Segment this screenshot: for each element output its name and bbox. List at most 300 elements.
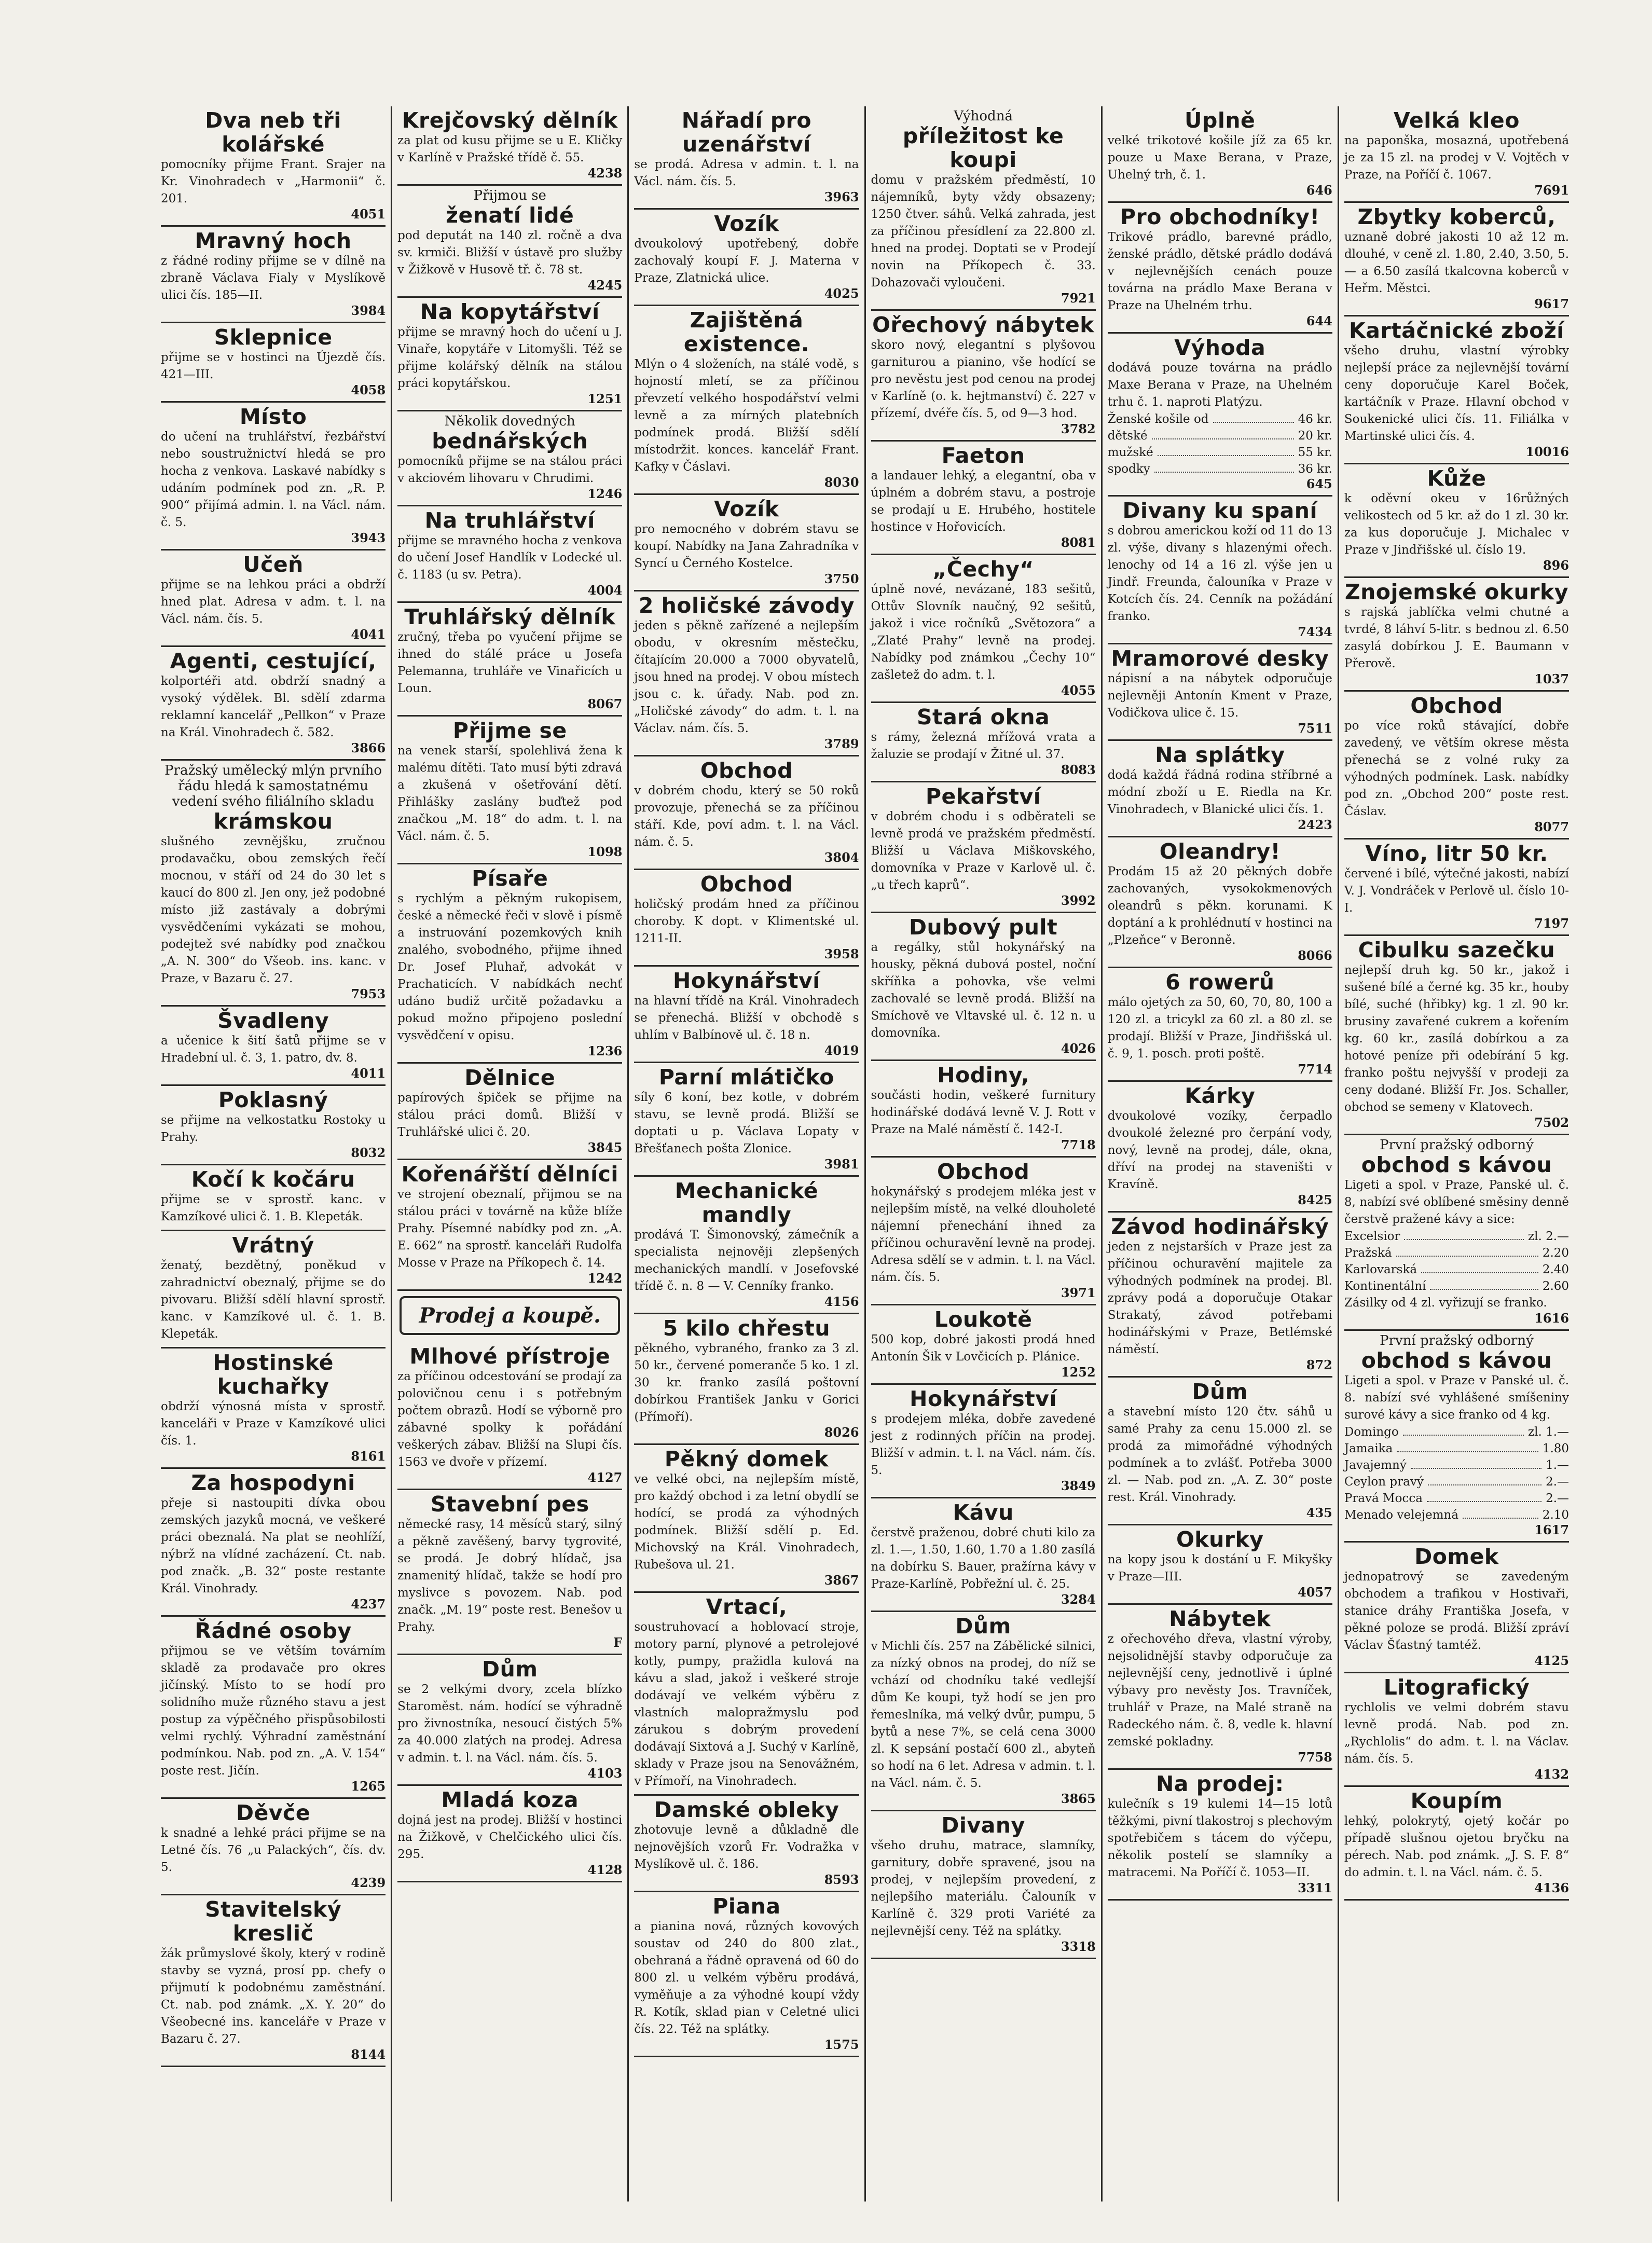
ad-number: 7434 bbox=[1298, 624, 1332, 639]
ad-text: červené i bílé, výtečné jakosti, nabízí V. J. Vondráček v Perlově ul. číslo 10-I. bbox=[1344, 867, 1570, 915]
classified-ad bbox=[634, 1796, 859, 1892]
ad-number: 4055 bbox=[1061, 683, 1096, 698]
ad-heading: Děvče bbox=[236, 1800, 311, 1825]
classified-ad bbox=[161, 1165, 386, 1231]
classified-ad bbox=[1344, 1673, 1569, 1787]
ad-heading: Na splátky bbox=[1155, 742, 1285, 767]
ad-number: 8067 bbox=[587, 696, 623, 711]
ad-text: hokynářský s prodejem mléka jest v nejlepším místě, na velké dlouholeté nájemní přenechání ihned za příčinou ochuravění levně na prodej. Adresa sdělí se v admin. t. l. na Václ. nám. čís. 5. bbox=[871, 1185, 1096, 1284]
ad-number: 3971 bbox=[1061, 1285, 1096, 1300]
ad-heading: Krejčovský dělník bbox=[402, 108, 618, 133]
ad-number: 2423 bbox=[1298, 817, 1332, 832]
classified-ad bbox=[161, 106, 386, 227]
classified-ad bbox=[397, 298, 622, 411]
ad-heading: bednářských bbox=[432, 429, 588, 453]
ad-heading: Stará okna bbox=[916, 705, 1050, 730]
ad-heading: Obchod bbox=[700, 872, 793, 897]
ad-heading: Pekařství bbox=[925, 784, 1041, 809]
classified-ad bbox=[1344, 1787, 1569, 1901]
ad-number: 7953 bbox=[351, 986, 386, 1001]
ad-heading: 2 holičské závody bbox=[638, 593, 855, 618]
ad-text: Ligeti a spol. v Praze v Panské ul. č. 8. nabízí své vyhlášené smíšeniny surové kávy a sice franko od 4 kg. bbox=[1344, 1374, 1570, 1422]
ad-text: papírových špiček se přijme na stálou práci domů. Bližší v Truhlářské ulici č. 20. bbox=[397, 1091, 623, 1139]
ad-heading: Hodiny, bbox=[937, 1063, 1029, 1088]
column-6 bbox=[1338, 106, 1574, 2201]
ad-text: nejlepší druh kg. 50 kr., jakož i sušené bílé a černé kg. 35 kr., houby bílé, suché (hřibky) kg. 1 zl. 90 kr. brusiny zavařené cukrem a kořením kg. 60 kr., zasílá dobírkou a za hotové peníze při odebírání 5 kg. franko poštu nejvyšší v prodeji za ceny dodané. Bližší Fr. Jos. Schaller, obchod se semeny v Klatovech. bbox=[1344, 964, 1570, 1114]
ad-number: 4041 bbox=[351, 627, 386, 642]
ad-heading: Vozík bbox=[714, 211, 779, 236]
ad-number: 8161 bbox=[351, 1449, 386, 1464]
ad-text: Ligeti a spol. v Praze, Panské ul. č. 8, nabízí své oblíbené směsiny denně čerstvě pražené kávy a sice: bbox=[1344, 1178, 1570, 1226]
ad-text: ve strojení obeznalí, přijmou se na stálou práci v továrně na kůže blíže Prahy. Písemné nabídky pod zn. „A. E. 662“ na sprostř. kanceláři Rudolfa Mosse v Praze na Příkopech č. 14. bbox=[397, 1188, 623, 1270]
classified-ad bbox=[161, 551, 386, 647]
price-item: Ceylon pravý bbox=[1344, 1475, 1424, 1489]
ad-text: s rámy, železná mřížová vrata a žaluzie se prodají v Žitné ul. 37. bbox=[871, 731, 1096, 761]
classified-ad bbox=[161, 647, 386, 761]
ad-heading: Hokynářství bbox=[673, 968, 820, 993]
classified-ad bbox=[634, 1314, 859, 1445]
ad-text: dvoukolové vozíky, čerpadlo dvoukolé železné pro čerpání vody, nový, levně na prodej, dále, okna, dříví na prodej na staveništi v Kravíně. bbox=[1107, 1109, 1332, 1191]
ad-columns bbox=[156, 106, 1574, 2201]
ad-heading: Pěkný domek bbox=[664, 1447, 829, 1471]
ad-number: 1037 bbox=[1534, 671, 1570, 686]
ad-text: s rajská jablíčka velmi chutné a tvrdé, 8 láhví 5-litr. s bednou zl. 6.50 zasylá dobírkou J. E. Baumann v Přerově. bbox=[1344, 606, 1570, 670]
ad-number: 4128 bbox=[587, 1862, 623, 1877]
classified-ad bbox=[1108, 1770, 1332, 1901]
classified-ad bbox=[634, 1063, 859, 1177]
ad-heading: Znojemské okurky bbox=[1344, 580, 1569, 604]
ad-heading: Okurky bbox=[1176, 1527, 1264, 1552]
classified-ad bbox=[871, 1158, 1096, 1305]
classified-ad bbox=[1108, 741, 1332, 837]
ad-text: a učenice k šití šatů přijme se v Hradební ul. č. 3, 1. patro, dv. 8. bbox=[161, 1034, 386, 1065]
ad-number: 1616 bbox=[1534, 1311, 1570, 1326]
ad-number: 3867 bbox=[824, 1573, 859, 1588]
classified-ad bbox=[161, 227, 386, 323]
ad-text: prodává T. Šimonovský, zámečník a specialista nejnověji zlepšených mechanických mandlí. v Josefovské třídě č. n. 8 — V. Cenníky franko. bbox=[634, 1228, 859, 1293]
classified-ad bbox=[1344, 936, 1569, 1135]
price-row bbox=[1108, 428, 1332, 444]
ad-text: rychlolis ve velmi dobrém stavu levně prodá. Nab. pod zn. „Rychlolis“ do adm. t. l. na Václav. nám. čís. 5. bbox=[1344, 1701, 1570, 1766]
ad-preheading: První pražský odborný bbox=[1380, 1137, 1534, 1153]
price-item: Ženské košile od bbox=[1107, 412, 1209, 426]
column-3 bbox=[627, 106, 864, 2201]
ad-text: 500 kop, dobré jakosti prodá hned Antonín Šik v Lovčicích p. Plánice. bbox=[871, 1333, 1096, 1364]
classified-ad bbox=[1344, 840, 1569, 936]
ad-number: 872 bbox=[1306, 1357, 1332, 1372]
ad-number: 4125 bbox=[1534, 1653, 1570, 1668]
ad-heading: Za hospodyni bbox=[191, 1470, 355, 1495]
ad-heading: Pro obchodníky! bbox=[1120, 204, 1320, 229]
ad-heading: Dům bbox=[482, 1657, 538, 1682]
ad-number: 1246 bbox=[587, 486, 623, 501]
ad-number: 7921 bbox=[1061, 291, 1096, 306]
ad-heading: Zbytky koberců, bbox=[1357, 204, 1556, 229]
price-value: 46 kr. bbox=[1298, 412, 1332, 426]
ad-heading: Kartáčnické zboží bbox=[1349, 318, 1564, 343]
ad-text: na kopy jsou k dostání u F. Mikyšky v Praze—III. bbox=[1107, 1553, 1332, 1584]
ad-number: 8425 bbox=[1298, 1192, 1332, 1207]
classified-ad bbox=[871, 1061, 1096, 1158]
price-leader-dots bbox=[1403, 1424, 1524, 1436]
ad-heading: Truhlářský dělník bbox=[404, 604, 616, 629]
classified-ad bbox=[161, 323, 386, 403]
ad-text: se prodá. Adresa v admin. t. l. na Václ. nám. čís. 5. bbox=[634, 158, 859, 188]
ad-number: 3958 bbox=[824, 946, 859, 961]
classified-ad bbox=[1108, 497, 1332, 644]
ad-heading: Švadleny bbox=[217, 1008, 329, 1033]
ad-number: 8144 bbox=[351, 2047, 386, 2062]
ad-heading: krámskou bbox=[213, 809, 333, 834]
price-leader-dots bbox=[1430, 1278, 1538, 1290]
classified-ad bbox=[634, 1445, 859, 1593]
ad-number: 3311 bbox=[1298, 1880, 1332, 1895]
ad-text: z řádné rodiny přijme se v dílně na zbraně Václava Fialy v Myslíkově ulici čís. 185—II. bbox=[161, 254, 386, 302]
price-value: 55 kr. bbox=[1298, 446, 1332, 459]
ad-heading: Kůže bbox=[1427, 466, 1486, 491]
ad-number: 7197 bbox=[1534, 916, 1570, 931]
ad-text: přijme se na lehkou práci a obdrží hned plat. Adresa v adm. t. l. na Václ. nám. čís. 5. bbox=[161, 578, 386, 626]
price-item: Karlovarská bbox=[1344, 1263, 1417, 1276]
price-list bbox=[1108, 411, 1332, 477]
ad-text: čerstvě praženou, dobré chuti kilo za zl. 1.—, 1.50, 1.60, 1.70 a 1.80 zasílá na dobírku S. Bauer, pražírna kávy v Praze-Karlíně, Pobřežní ul. č. 25. bbox=[871, 1526, 1096, 1591]
ad-text: s prodejem mléka, dobře zavedené jest z rodinných příčin na prodej. Bližší v admin. t. l. na Václ. nám. čís. 5. bbox=[871, 1412, 1096, 1477]
ad-text: obdrží výnosná místa v sprostř. kanceláři v Praze v Kamzíkové ulici čís. 1. bbox=[161, 1400, 386, 1448]
ad-text: nápisní a na nábytek odporučuje nejlevněji Antonín Kment v Praze, Vodičkova ulice č. 15. bbox=[1107, 672, 1332, 720]
classified-ad bbox=[634, 210, 859, 306]
ad-heading: obchod s kávou bbox=[1361, 1152, 1552, 1177]
ad-number: 8083 bbox=[1061, 762, 1096, 777]
price-leader-dots bbox=[1428, 1474, 1541, 1485]
ad-number: 3943 bbox=[351, 530, 386, 545]
price-value: 2.— bbox=[1546, 1492, 1570, 1505]
ad-number: 7758 bbox=[1298, 1750, 1332, 1765]
classified-ad bbox=[161, 1799, 386, 1895]
ad-text: všeho druhu, matrace, slamníky, garnitury, dobře spravené, jsou na prodej, v nejlepším provedení, z nejlepšího materiálu. Čalouník v Karlíně č. 329 proti Variété za nejlevnější ceny. Též na splátky. bbox=[871, 1839, 1096, 1938]
ad-text: dodá každá řádná rodina stříbrné a módní zboží u E. Riedla na Kr. Vinohradech, v Blanické ulici čís. 1. bbox=[1107, 768, 1332, 816]
ad-number: 4127 bbox=[587, 1470, 623, 1485]
ad-heading: Učeň bbox=[243, 552, 304, 577]
ad-heading: Víno, litr 50 kr. bbox=[1365, 841, 1548, 866]
classified-ad bbox=[397, 186, 622, 298]
classified-ad bbox=[397, 717, 622, 864]
classified-ad bbox=[1108, 1213, 1332, 1378]
ad-heading: Oleandry! bbox=[1159, 839, 1281, 864]
ad-heading: Na prodej: bbox=[1155, 1771, 1284, 1796]
price-leader-dots bbox=[1411, 1457, 1541, 1469]
column-2 bbox=[391, 106, 627, 2201]
ad-heading: Místo bbox=[239, 404, 307, 429]
ad-heading: Obchod bbox=[1410, 693, 1503, 718]
ad-number: 7718 bbox=[1061, 1137, 1096, 1152]
ad-number: 4239 bbox=[351, 1875, 386, 1890]
ad-heading: příležitost ke koupi bbox=[902, 123, 1064, 172]
ad-heading: Dům bbox=[1192, 1379, 1248, 1404]
ad-text: v Michli čís. 257 na Zábělické silnici, za nízký obnos na prodej, do níž se vchází od chodníku také vedlejší dům Ke koupi, tyž hodí se jen pro řemeslníka, má velký dvůr, pumpu, 5 bytů a nese 7%, se celá cena 3000 zl. K sepsání postačí 600 zl., abyteň so hodí na 6 let. Adresa v admin. t. l. na Václ. nám. č. 5. bbox=[871, 1640, 1096, 1790]
price-leader-dots bbox=[1421, 1261, 1538, 1273]
ad-text: přijme se v sprostř. kanc. v Kamzíkové ulici č. 1. B. Klepeták. bbox=[161, 1193, 386, 1223]
ad-heading: Zajištěná existence. bbox=[683, 308, 809, 356]
price-leader-dots bbox=[1404, 1228, 1524, 1240]
ad-preheading: Výhodná bbox=[954, 108, 1013, 124]
ad-number: 646 bbox=[1306, 183, 1332, 198]
ad-heading: Koupím bbox=[1410, 1788, 1503, 1813]
price-leader-dots bbox=[1463, 1507, 1538, 1519]
ad-text: jednopatrový se zavedeným obchodem a trafikou v Hostivaři, stanice dráhy Františka Josefa, v pěkné poloze se prodá. Bližší zpráví Václav Šťastný tamtéž. bbox=[1344, 1570, 1570, 1652]
ad-preheading: Přijmou se bbox=[473, 188, 546, 203]
classified-ad bbox=[1344, 1135, 1569, 1331]
ad-heading: Litografický bbox=[1383, 1675, 1530, 1700]
ad-text: na venek starší, spolehlivá žena k malému dítěti. Tato musí býti zdravá a zkušená v ošetřování dětí. Přihlášky zaslány buďtež pod značkou „M. 18“ do adm. t. l. na Václ. nám. č. 5. bbox=[397, 744, 623, 843]
classified-ad bbox=[397, 506, 622, 603]
ad-text: přijme se v hostinci na Újezdě čís. 421—III. bbox=[161, 351, 386, 381]
price-value: zl. 1.— bbox=[1527, 1425, 1570, 1439]
classified-ad bbox=[871, 106, 1096, 311]
section-title-box: Prodej a koupě. bbox=[400, 1296, 620, 1335]
classified-ad bbox=[397, 106, 622, 186]
ad-number: 435 bbox=[1306, 1505, 1332, 1520]
classified-ad bbox=[397, 1064, 622, 1160]
price-value: 2.20 bbox=[1542, 1246, 1570, 1260]
ad-heading: Poklasný bbox=[218, 1088, 328, 1112]
ad-heading: Kořenářští dělníci bbox=[401, 1162, 618, 1187]
ad-heading: Stavební pes bbox=[430, 1492, 589, 1517]
ad-heading: Agenti, cestující, bbox=[170, 649, 377, 673]
ad-number: 8030 bbox=[824, 475, 859, 490]
classified-ad bbox=[161, 1348, 386, 1469]
ad-number: 8593 bbox=[824, 1872, 859, 1887]
ad-text: Prodám 15 až 20 pěkných dobře zachovaných, vysokokmenových oleandrů s pěkn. korunami. K doptání a k prohlédnutí v hostinci na „Plzeňce“ v Beronně. bbox=[1107, 865, 1332, 947]
ad-number: 3750 bbox=[824, 571, 859, 586]
ad-heading: Ořechový nábytek bbox=[872, 312, 1095, 337]
classified-ad bbox=[397, 1160, 622, 1291]
price-value: zl. 2.— bbox=[1527, 1230, 1570, 1243]
ad-number: 8066 bbox=[1298, 948, 1332, 963]
ad-number: 4238 bbox=[587, 166, 623, 181]
ad-preheading: Několik dovedných bbox=[444, 414, 575, 429]
price-value: 2.60 bbox=[1542, 1279, 1570, 1293]
ad-number: 1617 bbox=[1534, 1522, 1570, 1537]
ad-number: 9617 bbox=[1534, 296, 1570, 311]
ad-heading: obchod s kávou bbox=[1361, 1348, 1552, 1373]
ad-heading: Divany ku spaní bbox=[1122, 498, 1318, 523]
price-row bbox=[1344, 1440, 1569, 1457]
classified-ad bbox=[634, 756, 859, 870]
ad-number: 3866 bbox=[351, 740, 386, 755]
price-item: Pravá Mocca bbox=[1344, 1492, 1423, 1505]
ad-text: za příčinou odcestování se prodají za polovičnou cenu i s potřebným počtem obrazů. Hodí se výborně pro zábavné spolky k pořádání veškerých zábav. Bližší na Slupi čís. 1563 ve dvoře v přízemí. bbox=[397, 1370, 623, 1469]
ad-number: 1242 bbox=[587, 1271, 623, 1286]
classified-ad bbox=[871, 1305, 1096, 1385]
price-leader-dots bbox=[1396, 1245, 1538, 1257]
ad-heading: ženatí lidé bbox=[446, 203, 574, 228]
ad-text: domu v pražském předměstí, 10 nájemníků, byty vždy obsazeny; 1250 čtver. sáhů. Velká zahrada, jest za příčinou přesídlení za 22.800 zl. hned na prodej. Doptati se v Prodejí novin na Příkopech č. 33. Dohazovači vyloučeni. bbox=[871, 173, 1096, 290]
classified-ad bbox=[161, 1231, 386, 1348]
ad-number: F bbox=[613, 1635, 623, 1650]
ad-number: 3845 bbox=[587, 1140, 623, 1155]
column-1 bbox=[156, 106, 391, 2201]
ad-number: 3804 bbox=[824, 850, 859, 865]
classified-ad bbox=[634, 1892, 859, 2057]
ad-text: velké trikotové košile jíž za 65 kr. pouze u Maxe Berana, v Praze, Uhelný trh, č. 1. bbox=[1107, 134, 1332, 182]
ad-heading: Dva neb tři kolářské bbox=[205, 108, 341, 157]
ad-number: 8026 bbox=[824, 1425, 859, 1440]
ad-text: po více roků stávající, dobře zavedený, ve větším okrese města přenechá se z volné ruky za výhodných podmínek. Lask. nabídky pod zn. „Obchod 200“ poste rest. Čáslav. bbox=[1344, 719, 1570, 818]
ad-text: na hlavní třídě na Král. Vinohradech se přenechá. Bližší v obchodě s uhlím v Balbínově ul. č. 18 n. bbox=[634, 994, 859, 1042]
price-row bbox=[1344, 1457, 1569, 1474]
ad-heading: Kávu bbox=[953, 1500, 1014, 1525]
classified-ad bbox=[634, 967, 859, 1063]
column-4 bbox=[864, 106, 1101, 2201]
ad-text: pro nemocného v dobrém stavu se koupí. Nabídky na Jana Zahradníka v Syncí u Černého Kostelce. bbox=[634, 522, 859, 570]
ad-heading: Faeton bbox=[941, 443, 1025, 468]
classified-ad bbox=[1108, 968, 1332, 1082]
ad-text: a stavební místo 120 čtv. sáhů u samé Prahy za cenu 15.000 zl. se prodá za mimořádné výhodných podmínek a to zvlášť. Potřeba 3000 zl. — Nab. pod zn. „A. Z. 30“ poste rest. Král. Vinohrady. bbox=[1107, 1405, 1332, 1504]
price-leader-dots bbox=[1427, 1490, 1541, 1502]
price-row bbox=[1344, 1278, 1569, 1295]
ad-number: 4132 bbox=[1534, 1767, 1570, 1782]
ad-text: pomocníky přijme Frant. Srajer na Kr. Vinohradech v „Harmonii“ č. 201. bbox=[161, 158, 386, 205]
classified-ad bbox=[397, 1342, 622, 1490]
ad-number: 4237 bbox=[351, 1597, 386, 1612]
ad-text: málo ojetých za 50, 60, 70, 80, 100 a 120 zl. a tricykl za 60 zl. a 80 zl. se prodají. Bližší v Praze, Jindřišská ul. č. 9, 1. posch. proti poště. bbox=[1107, 996, 1332, 1061]
price-row bbox=[1344, 1474, 1569, 1490]
ad-text: pomocníků přijme se na stálou práci v akciovém lihovaru v Chrudimi. bbox=[397, 455, 623, 485]
ad-number: 8032 bbox=[351, 1145, 386, 1160]
ad-number: 3865 bbox=[1061, 1791, 1096, 1806]
ad-heading: „Čechy“ bbox=[932, 557, 1034, 582]
ad-number: 4011 bbox=[351, 1066, 386, 1081]
classified-ad bbox=[871, 1612, 1096, 1811]
ad-heading: Nábytek bbox=[1169, 1606, 1271, 1631]
ad-number: 896 bbox=[1543, 558, 1570, 573]
ad-text: a regálky, stůl hokynářský na housky, pěkná dubová postel, noční skříňka a pohovka, vše velmi zachovalé se levně prodá. Bližší na Smíchově ve Vltavské ul. č. 12 n. u domovníka. bbox=[871, 941, 1096, 1040]
classified-ad bbox=[1344, 106, 1569, 203]
ad-text: všeho druhu, vlastní výrobky nejlepší práce za nejlevnější tovární ceny doporučuje Karel Boček, kartáčník v Praze. Hlavní obchod v Soukenické ulici čís. 11. Filiálka v Martinské ulici čís. 4. bbox=[1344, 344, 1570, 443]
ad-text: dojná jest na prodej. Bližší v hostinci na Žižkově, v Chelčického ulici čís. 295. bbox=[397, 1813, 623, 1861]
ad-number: 4025 bbox=[824, 286, 859, 301]
ad-text: pěkného, vybraného, franko za 3 zl. 50 kr., červené pomeranče 5 ko. 1 zl. 30 kr. franko zasílá poštovní dobírkou František Janku v Gorici (Přímoří). bbox=[634, 1342, 859, 1424]
ad-number: 8081 bbox=[1061, 535, 1096, 550]
ad-text: úplně nové, nevázané, 183 sešitů, Ottův Slovník naučný, 92 sešitů, jakož i vice ročníků „Světozora“ a „Zlaté Prahy“ levně na prodej. Nabídky pod známkou „Čechy 10“ zašletež do adm. t. l. bbox=[871, 583, 1096, 682]
ad-number: 4156 bbox=[824, 1294, 859, 1309]
classified-ad bbox=[397, 411, 622, 506]
price-value: 2.10 bbox=[1542, 1508, 1570, 1522]
classified-ad bbox=[634, 870, 859, 967]
ad-text: do učení na truhlářství, řezbářství nebo soustružnictví hledá se pro hocha z venkova. Laskavé nabídky s udáním podmínek pod zn. „R. P. 900“ přijímá admin. l. na Václ. nám. č. 5. bbox=[161, 430, 386, 529]
ad-heading: Velká kleo bbox=[1394, 108, 1520, 133]
ad-number: 1252 bbox=[1061, 1365, 1096, 1380]
price-value: 1.80 bbox=[1542, 1442, 1570, 1455]
ad-number: 4004 bbox=[587, 583, 623, 598]
classified-ad bbox=[871, 782, 1096, 913]
price-item: Menado velejemná bbox=[1344, 1508, 1459, 1522]
ad-number: 4019 bbox=[824, 1043, 859, 1058]
ad-heading: Písaře bbox=[472, 866, 548, 891]
classified-ad bbox=[1108, 1605, 1332, 1770]
ad-number: 4136 bbox=[1534, 1880, 1570, 1895]
ad-heading: Hostinské kuchařky bbox=[213, 1350, 334, 1399]
ad-heading: Vrtací, bbox=[706, 1594, 788, 1619]
ad-text: přijme se mravný hoch do učení u J. Vinaře, kopytáře v Litomyšli. Též se přijme kolářský dělník na stálou práci kopytářskou. bbox=[397, 325, 623, 390]
ad-text: dodává pouze továrna na prádlo Maxe Berana v Praze, na Uhelném trhu č. 1. naproti Platýzu. bbox=[1107, 361, 1332, 409]
ad-heading: Vrátný bbox=[232, 1233, 314, 1258]
ad-number: 7511 bbox=[1298, 721, 1332, 736]
classified-ad bbox=[1108, 203, 1332, 334]
price-row bbox=[1108, 444, 1332, 461]
ad-text: skoro nový, elegantní s plyšovou garniturou a pianino, vše hodící se pro nevěstu jest pod cenou na prodej v Karlíně (o. k. hejtmanství) č. 227 v přízemí, dvéře čís. 5, od 9—3 hod. bbox=[871, 338, 1096, 420]
classified-ad bbox=[634, 495, 859, 591]
classified-ad bbox=[1108, 837, 1332, 968]
ad-text: německé rasy, 14 měsíců starý, silný a pěkně zavěšený, barvy tygrovité, se prodá. Je dobrý hlídač, jsa znamenitý hlídač, takže se hodí pro myslivce s povozem. Nab. pod značk. „M. 19“ poste rest. Benešov u Prahy. bbox=[397, 1518, 623, 1634]
ad-text: Mlýn o 4 složeních, na stálé vodě, s hojností mletí, se za příčinou převzetí velkého hospodářství velmi levně a za mírných platebních podmínek prodá. Bližší sdělí místodržit. konces. kancelář Frant. Kafky v Čáslavi. bbox=[634, 357, 859, 474]
classified-ad bbox=[1108, 106, 1332, 203]
classified-ad bbox=[1108, 1082, 1332, 1213]
ad-heading: Mechanické mandly bbox=[674, 1178, 819, 1227]
price-row bbox=[1344, 1490, 1569, 1507]
ad-number: 7502 bbox=[1534, 1115, 1570, 1130]
price-row bbox=[1108, 461, 1332, 477]
ad-number: 3318 bbox=[1061, 1939, 1096, 1954]
ad-number: 3992 bbox=[1061, 893, 1096, 908]
classified-ad bbox=[634, 1177, 859, 1314]
ad-text: pod deputát na 140 zl. ročně a dva sv. krmiči. Bližší v ústavě pro služby v Žižkově v Husově tř. č. 78 st. bbox=[397, 229, 623, 277]
price-value: 2.40 bbox=[1542, 1263, 1570, 1276]
classified-ad bbox=[161, 1895, 386, 2067]
ad-text: se přijme na velkostatku Rostoky u Prahy. bbox=[161, 1113, 386, 1144]
ad-text: jeden z nejstarších v Praze jest za příčinou ochuravění majitele za výhodných podmínek na prodej. Bl. zprávy podá a doporučuje Otakar Strakatý, závod potřebami hodinářskými v Praze, Betlémské náměstí. bbox=[1107, 1240, 1332, 1356]
ad-text: jeden s pěkně zařízené a nejlepším obodu, v okresním městečku, čítajícím 20.000 a 7000 obyvatelů, jsou hned na prodej. V obou místech jsou c. k. úřady. Nab. pod zn. „Holičské závody“ do adm. t. l. na Václav. nám. čís. 5. bbox=[634, 619, 859, 735]
ad-heading: Loukotě bbox=[934, 1307, 1032, 1332]
ad-heading: Nářadí pro uzenářství bbox=[681, 108, 812, 157]
ad-heading: Řádné osoby bbox=[195, 1618, 352, 1643]
ad-text: kulečník s 19 kulemi 14—15 lotů těžkými, pivní tlakostroj s plechovým spotřebičem s tácem do výčepu, několik postelí se slamníky a matracemi. Na Poříčí č. 1053—II. bbox=[1107, 1797, 1332, 1879]
classified-ad bbox=[161, 1617, 386, 1799]
ad-text: uznaně dobré jakosti 10 až 12 m. dlouhé, v ceně zl. 1.80, 2.40, 3.50, 5.— a 6.50 zasílá tkalcovna koberců v Heřm. Městci. bbox=[1344, 230, 1570, 295]
ad-number: 7714 bbox=[1298, 1062, 1332, 1077]
ad-heading: Hokynářství bbox=[910, 1386, 1057, 1411]
ad-heading: Obchod bbox=[700, 758, 793, 783]
price-item: dětské bbox=[1107, 429, 1148, 443]
ad-text: v dobrém chodu i s odběrateli se levně prodá ve pražském předměstí. Bližší u Václava Miškovského, domovníka v Praze v Karlově ul. č. „u třech kaprů“. bbox=[871, 810, 1096, 892]
price-list bbox=[1344, 1424, 1569, 1523]
classified-ad bbox=[397, 603, 622, 717]
ad-number: 1236 bbox=[587, 1043, 623, 1058]
ad-number: 4051 bbox=[351, 207, 386, 222]
classified-ad bbox=[634, 591, 859, 756]
price-row bbox=[1344, 1261, 1569, 1278]
ad-text: součásti hodin, veškeré furnitury hodinářské dodává levně V. J. Rott v Praze na Malé náměstí č. 142-I. bbox=[871, 1089, 1096, 1136]
price-leader-dots bbox=[1397, 1440, 1538, 1452]
ad-text: zručný, třeba po vyučení přijme se ihned do stálé práce u Josefa Pelemanna, truhláře ve Vinařicích u Loun. bbox=[397, 630, 623, 695]
ad-heading: Přijme se bbox=[452, 718, 567, 743]
ad-text: holičský prodám hned za příčinou choroby. K dopt. v Klimentské ul. 1211-II. bbox=[634, 898, 859, 945]
ad-text: s dobrou americkou koží od 11 do 13 zl. výše, divany s hlazenými ořech. lenochy od 14 a 16 zl. výše jen u Jindř. Freunda, čalouníka v Praze v Kotcích čís. 24. Cenník na požádání franko. bbox=[1107, 524, 1332, 623]
price-leader-dots bbox=[1213, 411, 1294, 423]
ad-text: žák průmyslové školy, který v rodině stavby se vyzná, prosí pp. chefy o přijmutí k podobnému zaměstnání. Ct. nab. pod známk. „X. Y. 20“ do Všeobecné ins. kanceláře v Praze v Bazaru č. 27. bbox=[161, 1947, 386, 2046]
ad-heading: Výhoda bbox=[1174, 335, 1266, 360]
classified-ad bbox=[871, 1385, 1096, 1498]
classified-ad bbox=[1344, 1543, 1569, 1673]
ad-text: slušného zevnějšku, zručnou prodavačku, obou zemských řečí mocnou, v stáří od 24 do 30 let s kaucí do 800 zl. Jen ony, jež podobné místo již zastávaly a dobrými vysvědčeními vykázati se mohou, podejtež své nabídky pod značkou „A. N. 300“ do Všeob. ins. kanc. v Praze, v Bazaru č. 27. bbox=[161, 835, 386, 985]
price-row bbox=[1344, 1228, 1569, 1245]
ad-text: v dobrém chodu, který se 50 roků provozuje, přenechá se za příčinou stáří. Kde, poví adm. t. l. na Václ. nám. č. 5. bbox=[634, 784, 859, 849]
ad-text-tail: Zásilky od 4 zl. vyřizují se franko. bbox=[1344, 1296, 1547, 1310]
ad-number: 3782 bbox=[1061, 421, 1096, 436]
ad-text: k snadné a lehké práci přijme se na Letné čís. 76 „u Palackých“, čís. dv. 5. bbox=[161, 1826, 386, 1874]
ad-text: a pianina nová, různých kovových soustav od 240 do 800 zlat., obehraná a řádně opravená od 60 do 800 zl. u velkém výběru prodává, vyměňuje a za výhodné koupí vždy R. Kotík, sklad pian v Celetné ulici čís. 22. Též na splátky. bbox=[634, 1920, 859, 2036]
ad-heading: Mravný hoch bbox=[195, 228, 352, 253]
